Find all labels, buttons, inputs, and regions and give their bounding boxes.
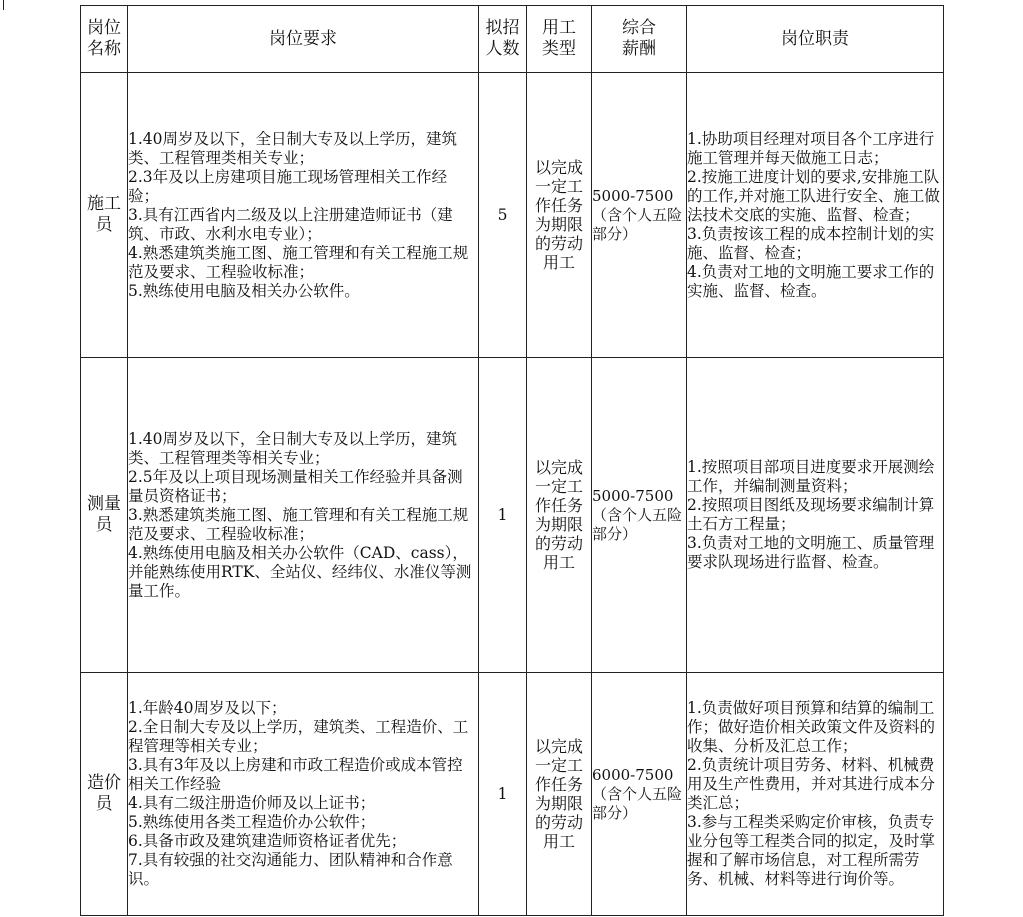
salary-range: 6000-7500: [592, 765, 674, 784]
salary-cell: [592, 358, 687, 673]
duty-item: 1.按照项目部项目进度要求开展测绘工作，并编制测量资料；: [687, 458, 935, 495]
duty-item: 3.负责对工地的文明施工、质量管理要求队现场进行监督、检查。: [687, 534, 935, 571]
requirement-item: 6.具备市政及建筑建造师资格证者优先；: [128, 832, 407, 850]
requirement-item: 1.40周岁及以下，全日制大专及以上学历，建筑类、工程管理类相关专业；: [128, 129, 458, 167]
requirement-item: 1.年龄40周岁及以下；: [128, 699, 287, 717]
requirement-item: 3.具有3年及以上房建和市政工程造价或成本管控相关工作经验: [128, 756, 463, 793]
header-requirements: 岗位要求: [128, 6, 479, 73]
requirement-item: 2.5年及以上项目现场测量相关工作经验并具备测量员资格证书；: [128, 467, 463, 505]
requirement-item: 2.3年及以上房建项目施工现场管理相关工作经验；: [128, 167, 448, 205]
employment-type-cell: 以完成一定工作任务为期限的劳动用工: [527, 73, 592, 358]
requirement-item: 3.具有江西省内二级及以上注册建造师证书（建筑、市政、水利水电专业）；: [128, 205, 453, 243]
duties-cell: [687, 673, 944, 916]
duty-item: 1.负责做好项目预算和结算的编制工作；做好造价相关政策文件及资料的收集、分析及汇总工作；: [687, 699, 936, 755]
salary-cell: [592, 73, 687, 358]
requirement-item: 7.具有较强的社交沟通能力、团队精神和合作意识。: [128, 851, 453, 888]
header-salary: 综合薪酬: [592, 6, 687, 73]
table-row: [81, 673, 944, 916]
salary-note: （含个人五险部分）: [592, 505, 683, 543]
header-employment-type: 用工类型: [527, 6, 592, 73]
table-row: [81, 358, 944, 673]
header-duties: 岗位职责: [687, 6, 944, 73]
duty-item: 3.参与工程类采购定价审核，负责专业分包等工程类合同的拟定，及时掌握和了解市场信息，对工程所需劳务、机械、材料等进行询价等。: [687, 813, 936, 888]
salary-note: （含个人五险部分）: [592, 205, 683, 243]
salary-cell: [592, 673, 687, 916]
position-name: 测量员: [81, 358, 128, 673]
requirement-item: 4.熟练使用电脑及相关办公软件（CAD、cass），并能熟练使用RTK、全站仪、经纬仪、水准仪等测量工作。: [128, 543, 472, 600]
duties-cell: [687, 358, 944, 673]
duties-cell: [687, 73, 944, 358]
header-row: [81, 6, 944, 73]
duty-item: 2.按照项目图纸及现场要求编制计算土石方工程量；: [687, 496, 935, 533]
header-headcount: 拟招人数: [479, 6, 527, 73]
headcount-cell: 1: [479, 673, 527, 916]
employment-type-cell: 以完成一定工作任务为期限的劳动用工: [527, 673, 592, 916]
requirement-item: 2.全日制大专及以上学历，建筑类、工程造价、工程管理等相关专业；: [128, 718, 469, 755]
duty-item: 1.协助项目经理对项目各个工序进行施工管理并每天做施工日志；: [687, 129, 935, 167]
header-position-name: 岗位名称: [81, 6, 128, 73]
requirement-item: 3.熟悉建筑类施工图、施工管理和有关工程施工规范及要求、工程验收标准；: [128, 505, 469, 543]
position-name: 施工员: [81, 73, 128, 358]
duty-item: 2.负责统计项目劳务、材料、机械费用及生产性费用，并对其进行成本分类汇总；: [687, 756, 936, 812]
salary-range: 5000-7500: [592, 186, 674, 205]
requirement-item: 5.熟练使用电脑及相关办公软件。: [128, 281, 360, 300]
headcount-cell: 1: [479, 358, 527, 673]
table-row: [81, 73, 944, 358]
requirement-item: 4.具有二级注册造价师及以上证书；: [128, 794, 376, 812]
employment-type-cell: 以完成一定工作任务为期限的劳动用工: [527, 358, 592, 673]
requirements-cell: [128, 358, 479, 673]
duty-item: 4.负责对工地的文明施工要求工作的实施、监督、检查。: [687, 262, 935, 300]
position-name: 造价员: [81, 673, 128, 916]
salary-range: 5000-7500: [592, 486, 674, 505]
duty-item: 2.按施工进度计划的要求,安排施工队的工作,并对施工队进行安全、施工做法技术交底的实施、监督、检查；: [687, 167, 940, 224]
requirements-cell: [128, 673, 479, 916]
duty-item: 3.负责按该工程的成本控制计划的实施、监督、检查；: [687, 224, 935, 262]
job-table: [80, 5, 944, 916]
requirement-item: 5.熟练使用各类工程造价办公软件；: [128, 813, 376, 831]
requirement-item: 1.40周岁及以下，全日制大专及以上学历，建筑类、工程管理类等相关专业；: [128, 429, 458, 467]
headcount-cell: 5: [479, 73, 527, 358]
requirements-cell: [128, 73, 479, 358]
requirement-item: 4.熟悉建筑类施工图、施工管理和有关工程施工规范及要求、工程验收标准；: [128, 243, 469, 281]
page-edge-mark: [0, 0, 4, 10]
salary-note: （含个人五险部分）: [592, 784, 683, 822]
